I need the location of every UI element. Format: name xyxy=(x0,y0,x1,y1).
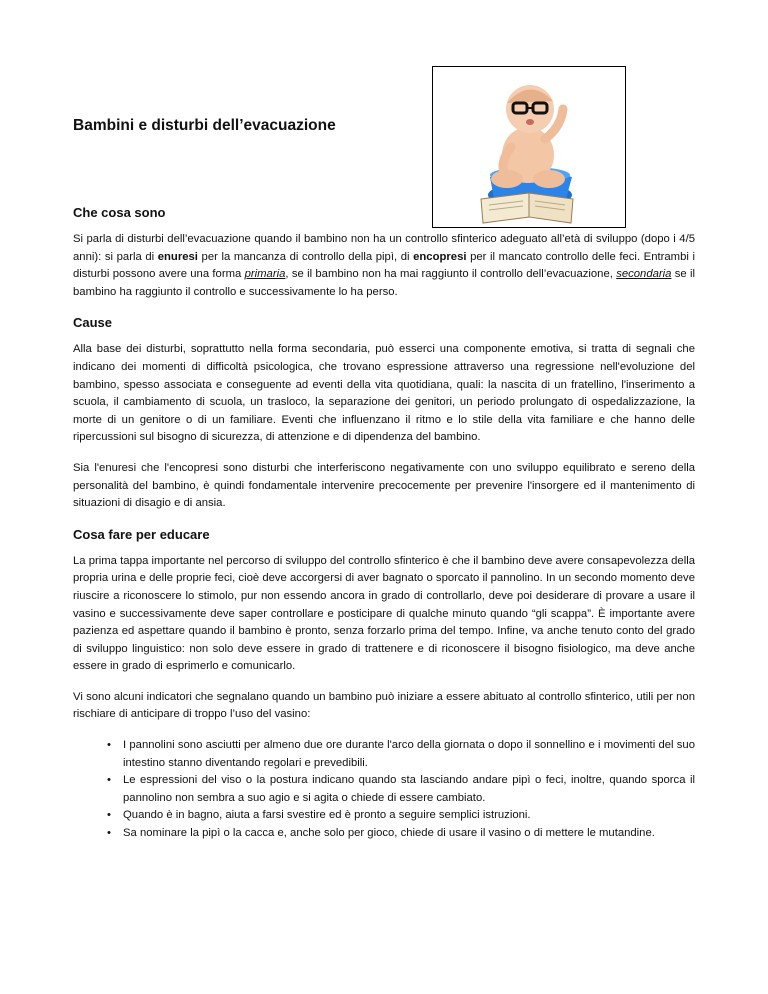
paragraph-cosa-fare-2: Vi sono alcuni indicatori che segnalano quando un bambino può iniziare a essere abituato al controllo sfinterico, utili per non rischiare di anticipare di troppo l’uso del vasino: xyxy=(73,690,695,721)
section-heading-che-cosa-sono: Che cosa sono xyxy=(73,205,166,220)
paragraph-cause-1: Alla base dei disturbi, soprattutto nella forma secondaria, può esserci una componente emotiva, si tratta di segnali che indicano dei momenti di difficoltà psicologica, che trovano espressione attraverso una regressione nell'evoluzione del bambino, spesso associata e conseguente ad eventi della vita quotidiana, quali: la nascita di un fratellino, l'inserimento a scuola, il cambiamento di scuola, un trasloco, la separazione dei genitori, un periodo prolungato di ospedalizzazione, la morte di un genitore o di un familiare. Eventi che influenzano il ritmo e lo stile della vita familiare e che hanno delle ripercussioni sul bisogno di sicurezza, di attenzione e di dipendenza del bambino. xyxy=(73,343,695,444)
term-secondaria: secondaria xyxy=(616,268,672,281)
list-item: • Sa nominare la pipì o la cacca e, anche solo per gioco, chiede di usare il vasino o di mettere le mutandine. xyxy=(123,825,695,843)
term-enuresi: enuresi xyxy=(157,250,198,263)
paragraph-cosa-fare-1: La prima tappa importante nel percorso di sviluppo del controllo sfinterico è che il bambino deve avere consapevolezza della propria urina e delle proprie feci, cioè deve accorgersi di aver bagnato o sporcato il pannolino. In un secondo momento deve riuscire a riconoscere lo stimolo, pur non essendo ancora in grado di controllarlo, deve poi desiderare di provare a usare il vasino e successivamente deve saper controllare e posticipare di qualche minuto quando “gli scappa”. È importante avere pazienza ed aspettare quando il bambino è pronto, senza forzarlo prima del tempo. Infine, va anche tenuto conto del grado di sviluppo linguistico: non solo deve essere in grado di trattenere e di riconoscere il bisogno fisiologico, ma deve anche essere in grado di esprimerlo e comunicarlo. xyxy=(73,554,695,673)
list-item: • Quando è in bagno, aiuta a farsi svestire ed è pronto a seguire semplici istruzioni. xyxy=(123,807,695,825)
indicators-list xyxy=(73,737,695,843)
text-run: Si parla di disturbi dell’evacuazione quando il bambino non ha un controllo sfinterico adeguato all’età di sviluppo (dopo i 4/5 anni): si parla di xyxy=(73,233,695,263)
list-item: • I pannolini sono asciutti per almeno due ore durante l'arco della giornata o dopo il sonnellino e i movimenti del suo intestino stanno diventando regolari e prevedibili. xyxy=(123,737,695,772)
list-item: • Le espressioni del viso o la postura indicano quando sta lasciando andare pipì o feci, inoltre, quando sporca il pannolino non sembra a suo agio e si agita o chiede di essere cambiato. xyxy=(123,772,695,807)
section-heading-cause: Cause xyxy=(73,315,113,331)
page-title: Bambini e disturbi dell’evacuazione xyxy=(73,117,336,134)
text-run: per la mancanza di controllo della pipì, di xyxy=(197,250,414,263)
term-primaria: primaria xyxy=(244,268,286,281)
term-encopresi: encopresi xyxy=(413,250,467,263)
paragraph-cause-2: Sia l'enuresi che l'encopresi sono disturbi che interferiscono negativamente con uno sviluppo equilibrato e sereno della personalità del bambino, è quindi fondamentale intervenire precocemente per prevenire l'insorgere ed il mantenimento di situazioni di disagio e di ansia. xyxy=(73,461,695,510)
section-heading-cosa-fare: Cosa fare per educare xyxy=(73,526,210,542)
text-run: per il mancato controllo delle feci. Entrambi i disturbi possono avere una forma xyxy=(73,250,695,281)
document-body xyxy=(73,204,695,843)
text-run: se il bambino ha raggiunto il controllo e successivamente lo ha perso. xyxy=(73,268,695,298)
paragraph-che-cosa-sono xyxy=(73,231,695,301)
text-run: , se il bambino non ha mai raggiunto il controllo dell’evacuazione, xyxy=(285,268,617,281)
